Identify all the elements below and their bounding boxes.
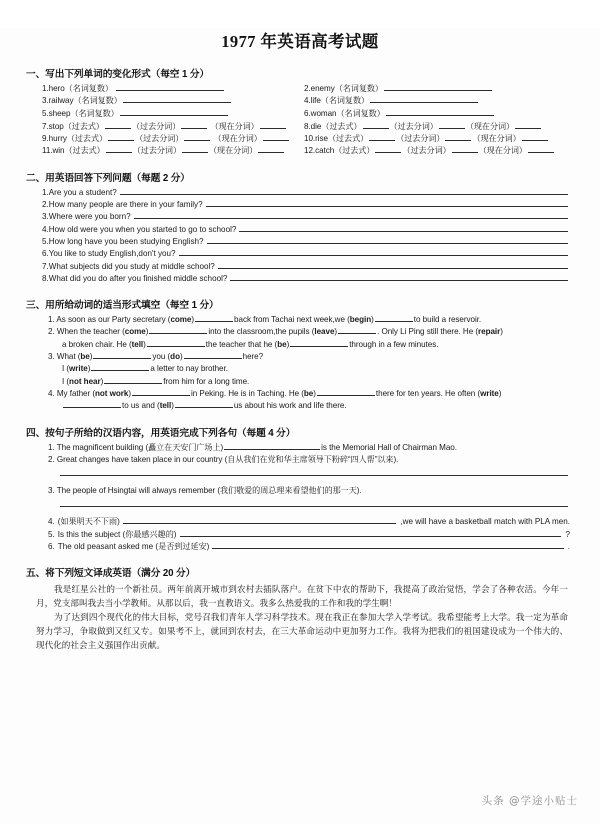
word-item xyxy=(304,108,586,120)
question-row xyxy=(42,248,586,260)
word-label: 5.sheep（名词复数） xyxy=(42,108,119,118)
sentence-part: I ( xyxy=(62,376,70,386)
word-item xyxy=(304,95,586,107)
sentence-part: ) xyxy=(179,352,183,362)
verb-form-prespart: （现在分词） xyxy=(465,121,515,131)
answer-blank[interactable] xyxy=(263,134,289,142)
item-number: 1. xyxy=(48,442,55,452)
verb-item xyxy=(304,121,586,133)
sentence-part: When the teacher ( xyxy=(56,327,125,337)
page-title: 1977 年英语高考试题 xyxy=(221,32,379,51)
verb-cue: do xyxy=(170,352,180,362)
section-heading-3: 三、用所给动词的适当形式填空（每空 1 分） xyxy=(26,300,219,312)
answer-blank[interactable] xyxy=(218,261,568,269)
answer-blank[interactable] xyxy=(195,315,233,323)
sentence-part: ) xyxy=(145,327,149,337)
question-text: 7.What subjects did you study at middle school? xyxy=(42,261,215,271)
question-text: 1.Are you a student? xyxy=(42,187,117,197)
sentence-part: you ( xyxy=(152,352,171,362)
sentence-part: ) xyxy=(171,401,174,411)
fill-blank-item xyxy=(48,388,586,400)
sentence-part: Great changes have taken place in our country (自从我们在党和华主席领导下粉碎“四人帮”以来). xyxy=(56,454,399,464)
verb-item xyxy=(42,145,304,157)
answer-blank[interactable] xyxy=(258,146,284,154)
sentence-part: a letter to nay brother. xyxy=(150,364,228,374)
sentence-part: ) xyxy=(191,315,195,325)
watermark-label: 头条 @学途小贴士 xyxy=(481,795,578,807)
verb-cue: come xyxy=(124,327,146,337)
sentence-part: back from Tachai next week,we ( xyxy=(234,315,350,325)
answer-blank[interactable] xyxy=(181,121,207,129)
section-heading-2: 二、用英语回答下列问题（每题 2 分） xyxy=(26,172,190,184)
sentence-part: ) xyxy=(128,388,131,398)
answer-blank[interactable] xyxy=(120,187,568,195)
item-number: 3. xyxy=(48,352,55,362)
verb-label: 8.die xyxy=(304,121,322,131)
answer-blank[interactable] xyxy=(375,146,401,154)
verb-cue: begin xyxy=(349,315,372,325)
sentence-part: ) xyxy=(334,327,338,337)
verb-label: 10.rise xyxy=(304,134,328,144)
sentence-part: in Peking. He is in Taching. He ( xyxy=(190,388,304,398)
verb-cue: be xyxy=(303,388,314,398)
section-1-left-column xyxy=(42,83,304,120)
answer-blank[interactable] xyxy=(123,517,397,525)
translation-item xyxy=(48,541,586,553)
answer-blank[interactable] xyxy=(134,212,568,220)
section-heading-4: 四、按句子所给的汉语内容，用英语完成下列各句（每题 4 分） xyxy=(26,427,296,439)
section-1-verb-left-column xyxy=(42,121,304,158)
question-row xyxy=(42,211,586,223)
sentence-part: ) xyxy=(89,352,93,362)
answer-blank[interactable] xyxy=(63,401,121,409)
answer-blank[interactable] xyxy=(106,146,132,154)
answer-blank[interactable] xyxy=(239,224,568,232)
answer-blank[interactable] xyxy=(452,146,478,154)
sentence-part: us about his work and life there. xyxy=(233,401,347,411)
verb-form-past: （过去式） xyxy=(64,146,105,156)
verb-cue: be xyxy=(277,339,287,349)
word-item xyxy=(42,83,304,95)
sentence-part: the teacher that he ( xyxy=(205,339,278,349)
sentence-part: ) xyxy=(500,327,503,337)
answer-blank[interactable] xyxy=(104,376,162,384)
section-heading-1: 一、写出下列单词的变化形式（每空 1 分） xyxy=(26,69,210,80)
sentence-part: there for ten years. He often ( xyxy=(375,388,481,398)
verb-form-past: （过去式） xyxy=(66,134,108,144)
answer-blank[interactable] xyxy=(184,351,242,359)
verb-cue: be xyxy=(80,352,90,362)
verb-label: 9.hurry xyxy=(42,134,67,144)
word-item xyxy=(42,95,304,107)
verb-form-pastpart: （过去分词） xyxy=(402,146,451,156)
verb-form-pastpart: （过去分词） xyxy=(131,121,181,131)
answer-blank[interactable] xyxy=(212,541,563,549)
verb-label: 7.stop xyxy=(42,121,64,131)
sentence-part: My father ( xyxy=(56,388,95,398)
verb-cue: tell xyxy=(131,339,144,349)
sentence-part: here? xyxy=(242,352,264,362)
item-number: 4. xyxy=(48,388,55,398)
answer-blank[interactable] xyxy=(369,134,395,142)
question-row xyxy=(42,236,586,248)
section-1-right-column xyxy=(304,83,586,120)
question-text: 2.How many people are there in your family? xyxy=(42,200,203,210)
item-number: 2. xyxy=(48,327,55,337)
answer-blank[interactable] xyxy=(515,121,541,129)
verb-form-prespart: （现在分词） xyxy=(210,121,259,131)
word-item xyxy=(42,108,304,120)
section-1-verb-grid xyxy=(42,121,586,158)
fill-blank-item-continued xyxy=(62,376,586,388)
verb-cue: leave xyxy=(314,327,335,337)
sentence-part: into the classroom,the pupils ( xyxy=(208,327,315,337)
verb-form-past: （过去式） xyxy=(321,121,362,131)
verb-cue: write xyxy=(69,364,88,374)
sentence-part: ? xyxy=(565,529,570,539)
sentence-part: As soon as our Party secretary ( xyxy=(56,315,171,325)
verb-form-past: （过去式） xyxy=(63,121,104,131)
sentence-part: is the Memorial Hall of Chairman Mao. xyxy=(321,442,457,452)
section-1-verb-right-column xyxy=(304,121,586,158)
sentence-part: ) xyxy=(100,376,104,386)
word-label: 1.hero（名词复数） xyxy=(42,84,113,93)
translation-passage xyxy=(36,583,568,653)
section-heading-5: 五、将下列短文译成英语（满分 20 分） xyxy=(26,568,196,580)
verb-form-pastpart: （过去分词） xyxy=(396,134,445,144)
answer-blank[interactable] xyxy=(290,339,348,347)
answer-rule-line[interactable] xyxy=(60,475,568,476)
verb-label: 11.win xyxy=(42,146,65,156)
verb-cue: tell xyxy=(159,401,172,411)
word-label: 3.railway（名词复数） xyxy=(42,96,122,106)
sentence-part: The magnificent building (矗立在天安门广场上) xyxy=(56,442,224,452)
question-row xyxy=(42,261,586,273)
answer-blank[interactable] xyxy=(147,339,205,347)
answer-blank[interactable] xyxy=(224,442,320,450)
answer-blank[interactable] xyxy=(149,327,207,335)
sentence-part: . Only Li Ping still there. He ( xyxy=(377,327,479,337)
answer-blank[interactable] xyxy=(179,249,568,257)
item-number: 1. xyxy=(48,315,55,325)
answer-blank[interactable] xyxy=(182,146,208,154)
answer-blank[interactable] xyxy=(528,146,554,154)
answer-blank[interactable] xyxy=(175,401,233,409)
fill-blank-item-continued xyxy=(62,363,586,375)
sentence-part: ,we will have a basketball match with PLA men. xyxy=(400,517,570,527)
answer-blank[interactable] xyxy=(445,134,471,142)
verb-form-prespart: （现在分词） xyxy=(213,134,262,144)
verb-form-pastpart: （过去分词） xyxy=(132,146,181,156)
sentence-part: ) xyxy=(371,315,374,325)
item-number: 3. xyxy=(48,486,55,496)
verb-label: 12.catch xyxy=(304,146,335,156)
answer-rule-line[interactable] xyxy=(60,506,568,507)
sentence-part: Is this the subject (你最感兴趣的) xyxy=(57,529,177,539)
translation-item xyxy=(48,485,586,497)
answer-blank[interactable] xyxy=(132,388,190,396)
sentence-part: ) xyxy=(498,388,502,398)
translation-item xyxy=(48,529,586,541)
verb-item xyxy=(42,121,304,133)
word-label: 4.life（名词复数） xyxy=(304,96,370,106)
sentence-part: The old peasant asked me (是否到过延安) xyxy=(57,542,210,552)
verb-form-pastpart: （过去分词） xyxy=(389,121,438,131)
answer-blank[interactable] xyxy=(93,351,151,359)
sentence-part: ) xyxy=(313,388,316,398)
fill-blank-item-continued xyxy=(62,400,586,412)
question-text: 4.How old were you when you started to go to school? xyxy=(42,224,237,234)
answer-blank[interactable] xyxy=(123,96,231,104)
answer-blank[interactable] xyxy=(108,134,134,142)
fill-blank-item xyxy=(48,351,586,363)
verb-form-past: （过去式） xyxy=(334,146,375,156)
verb-form-prespart: （现在分词） xyxy=(209,146,258,156)
item-number: 4. xyxy=(48,517,55,527)
verb-form-past: （过去式） xyxy=(327,134,369,144)
answer-blank[interactable] xyxy=(375,315,413,323)
sentence-part: (如果明天不下雨) xyxy=(57,517,120,527)
question-text: 3.Where were you born? xyxy=(42,212,131,222)
sentence-part: ) xyxy=(286,339,290,349)
answer-blank[interactable] xyxy=(439,121,465,129)
answer-blank[interactable] xyxy=(363,121,389,129)
translation-item xyxy=(48,442,586,454)
word-item xyxy=(304,83,586,95)
answer-blank[interactable] xyxy=(207,236,568,244)
answer-blank[interactable] xyxy=(260,121,286,129)
item-number: 2. xyxy=(48,454,55,464)
sentence-part: to build a reservoir. xyxy=(413,315,482,325)
exam-paper-page xyxy=(0,28,600,824)
answer-blank[interactable] xyxy=(230,273,568,281)
sentence-part: What ( xyxy=(56,352,81,362)
sentence-part: I ( xyxy=(62,364,70,374)
sentence-part: from him for a long time. xyxy=(163,376,250,386)
item-number: 6. xyxy=(48,542,55,552)
fill-blank-item xyxy=(48,314,586,326)
answer-blank[interactable] xyxy=(116,83,224,91)
answer-blank[interactable] xyxy=(370,96,478,104)
verb-item xyxy=(304,133,586,145)
word-label: 6.woman（名词复数） xyxy=(304,108,385,118)
sentence-part: The people of Hsingtai will always remember (我们敬爱的周总理来看望他们的那一天). xyxy=(56,486,362,496)
question-text: 6.You like to study English,don't you? xyxy=(42,249,176,259)
sentence-part: to us and ( xyxy=(122,401,160,411)
verb-cue: write xyxy=(480,388,499,398)
answer-blank[interactable] xyxy=(522,134,548,142)
question-row xyxy=(42,273,586,285)
answer-blank[interactable] xyxy=(386,108,494,116)
sentence-part: . xyxy=(567,542,570,552)
translation-item xyxy=(48,516,586,528)
verb-cue: not work xyxy=(95,388,129,398)
question-row xyxy=(42,224,586,236)
verb-form-pastpart: （过去分词） xyxy=(135,134,184,144)
verb-cue: repair xyxy=(478,327,501,337)
answer-blank[interactable] xyxy=(180,529,562,537)
verb-form-prespart: （现在分词） xyxy=(478,146,527,156)
question-row xyxy=(42,199,586,211)
answer-blank[interactable] xyxy=(184,134,210,142)
verb-cue: come xyxy=(170,315,192,325)
answer-blank[interactable] xyxy=(384,83,492,91)
verb-cue: not hear xyxy=(69,376,101,386)
sentence-part: a broken chair. He ( xyxy=(62,339,132,349)
question-text: 5.How long have you been studying English? xyxy=(42,236,204,246)
passage-paragraph: 我是红星公社的一个新社员。两年前离开城市到农村去插队落户。在贫下中农的帮助下，我提高了政治觉悟，学会了各种农活。今年一月，党支部叫我去当小学教师。从那以后，我一直教语文。我多么热爱我的工作和我的学生啊！ xyxy=(36,584,568,609)
sentence-part: ) xyxy=(143,339,146,349)
question-text: 8.What did you do after you finished middle school? xyxy=(42,273,228,283)
verb-item xyxy=(42,133,304,145)
verb-form-prespart: （现在分词） xyxy=(472,134,521,144)
translation-item xyxy=(48,454,586,466)
sentence-part: through in a few minutes. xyxy=(349,339,439,349)
sentence-part: ) xyxy=(87,364,91,374)
answer-blank[interactable] xyxy=(120,108,228,116)
item-number: 5. xyxy=(48,529,55,539)
answer-blank[interactable] xyxy=(338,327,376,335)
question-row xyxy=(42,187,586,199)
fill-blank-item xyxy=(48,326,586,338)
verb-item xyxy=(304,145,586,157)
word-label: 2.enemy（名词复数） xyxy=(304,84,383,93)
answer-blank[interactable] xyxy=(91,364,149,372)
passage-paragraph: 为了达到四个现代化的伟大目标，党号召我们青年人学习科学技术。现在我正在参加大学入学考试。我希望能考上大学。我一定为革命努力学习，争取做到又红又专。如果考不上，就回到农村去，在三大革命运动中更加努力工作。我将为把我们的祖国建设成为一个伟大的、现代化的社会主义强国作出贡献。 xyxy=(36,612,568,650)
answer-blank[interactable] xyxy=(206,199,568,207)
answer-blank[interactable] xyxy=(317,388,375,396)
fill-blank-item-continued xyxy=(62,339,586,351)
answer-blank[interactable] xyxy=(105,121,131,129)
section-1-noun-grid xyxy=(42,83,586,120)
